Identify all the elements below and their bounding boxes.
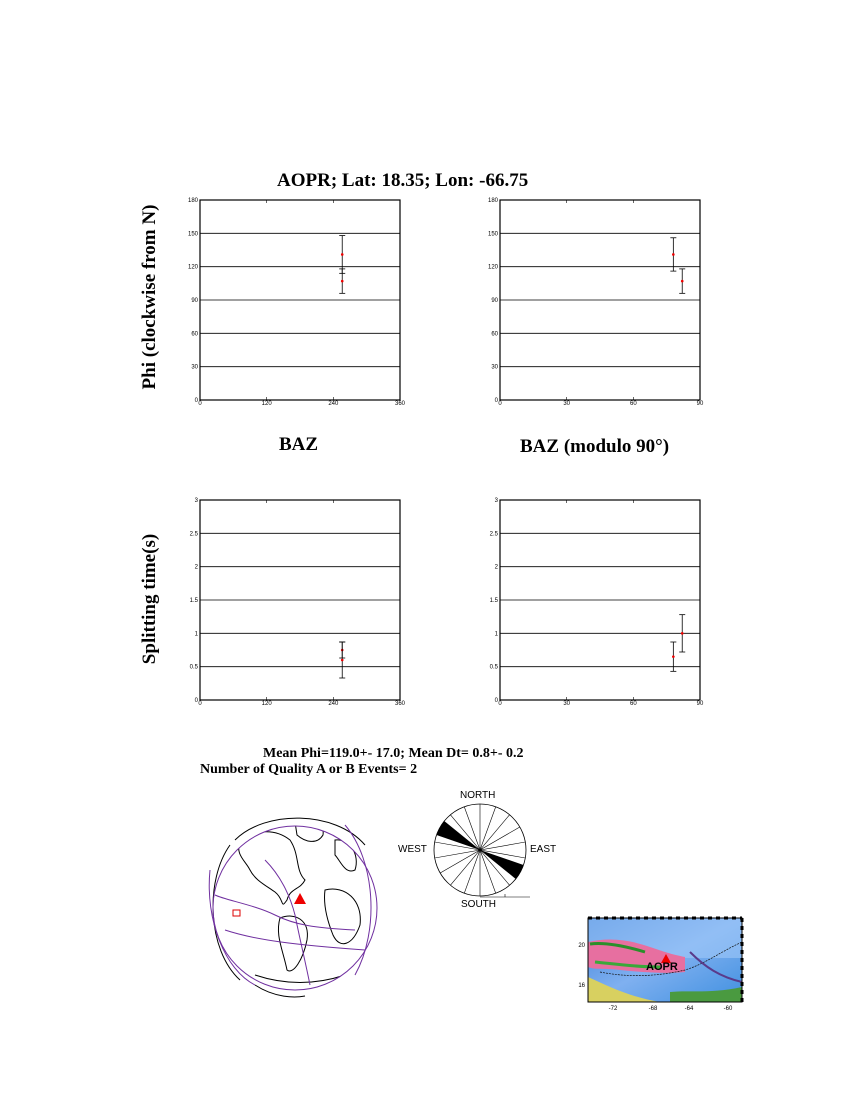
y-tick-label: 0 bbox=[494, 698, 498, 704]
globe-map bbox=[195, 800, 395, 1005]
data-point bbox=[681, 632, 684, 635]
y-tick-label: 60 bbox=[191, 331, 198, 338]
dt-baz-mod-chart bbox=[485, 492, 715, 707]
x-tick-label: 30 bbox=[563, 701, 571, 707]
y-tick-label: 3 bbox=[194, 498, 198, 504]
inset-station-label: AOPR bbox=[646, 961, 678, 973]
x-tick-label: 120 bbox=[261, 401, 272, 407]
x-tick-label: 240 bbox=[328, 701, 339, 707]
y-tick-label: 2 bbox=[494, 564, 498, 571]
rose-east-label: EAST bbox=[530, 844, 557, 855]
data-point bbox=[672, 253, 675, 256]
inset-ytick: 16 bbox=[578, 983, 585, 989]
dt-baz-chart bbox=[185, 492, 415, 707]
x-tick-label: 0 bbox=[198, 701, 202, 707]
phi-baz-chart bbox=[185, 192, 415, 407]
y-tick-label: 0 bbox=[194, 398, 198, 404]
x-tick-label: 90 bbox=[696, 401, 704, 407]
y-tick-label: 0 bbox=[194, 698, 198, 704]
y-tick-label: 2.5 bbox=[189, 531, 198, 538]
y-tick-label: 150 bbox=[487, 231, 498, 238]
inset-xtick: -68 bbox=[648, 1006, 658, 1012]
baz-mod-axis-label: BAZ (modulo 90°) bbox=[520, 436, 670, 457]
y-tick-label: 30 bbox=[191, 364, 198, 371]
phi-axis-label: Phi (clockwise from N) bbox=[139, 204, 160, 390]
y-tick-label: 180 bbox=[487, 198, 498, 204]
y-tick-label: 1.5 bbox=[189, 598, 198, 604]
data-point bbox=[341, 253, 344, 256]
rose-west-label: WEST bbox=[398, 844, 427, 855]
x-tick-label: 90 bbox=[696, 701, 704, 707]
x-tick-label: 60 bbox=[629, 401, 637, 407]
page-title: AOPR; Lat: 18.35; Lon: -66.75 bbox=[277, 170, 529, 191]
phi-baz-mod-chart bbox=[485, 192, 715, 407]
x-tick-label: 0 bbox=[498, 401, 502, 407]
dt-axis-label: Splitting time(s) bbox=[139, 533, 160, 665]
inset-map bbox=[570, 912, 750, 1012]
data-point bbox=[341, 280, 344, 283]
x-tick-label: 240 bbox=[328, 401, 339, 407]
y-tick-label: 0 bbox=[494, 398, 498, 404]
rose-south-label: SOUTH bbox=[461, 899, 496, 910]
x-tick-label: 60 bbox=[629, 701, 637, 707]
data-point bbox=[341, 659, 344, 662]
y-tick-label: 1.5 bbox=[489, 598, 498, 604]
y-tick-label: 1 bbox=[194, 631, 198, 638]
y-tick-label: 2 bbox=[194, 564, 198, 571]
y-tick-label: 2.5 bbox=[489, 531, 498, 538]
y-tick-label: 90 bbox=[191, 298, 198, 304]
x-tick-label: 0 bbox=[198, 401, 202, 407]
x-tick-label: 360 bbox=[394, 401, 406, 407]
y-tick-label: 0.5 bbox=[189, 664, 198, 671]
y-tick-label: 0.5 bbox=[489, 664, 498, 671]
rose-diagram bbox=[425, 795, 535, 910]
x-tick-label: 30 bbox=[563, 401, 571, 407]
data-point bbox=[672, 655, 675, 658]
y-tick-label: 3 bbox=[494, 498, 498, 504]
y-tick-label: 1 bbox=[494, 631, 498, 638]
mean-summary: Mean Phi=119.0+- 17.0; Mean Dt= 0.8+- 0.2 bbox=[263, 746, 524, 761]
y-tick-label: 150 bbox=[187, 231, 198, 238]
station-marker-icon bbox=[294, 893, 306, 904]
y-tick-label: 60 bbox=[491, 331, 498, 338]
inset-ytick: 20 bbox=[578, 943, 585, 949]
x-tick-label: 360 bbox=[394, 701, 406, 707]
data-point bbox=[681, 280, 684, 283]
y-tick-label: 120 bbox=[187, 264, 198, 271]
y-tick-label: 30 bbox=[491, 364, 498, 371]
baz-axis-label: BAZ bbox=[279, 434, 319, 455]
y-tick-label: 180 bbox=[187, 198, 198, 204]
rose-north-label: NORTH bbox=[460, 790, 496, 801]
inset-xtick: -72 bbox=[608, 1006, 618, 1012]
y-tick-label: 90 bbox=[491, 298, 498, 304]
x-tick-label: 120 bbox=[261, 701, 272, 707]
inset-xtick: -64 bbox=[684, 1006, 694, 1012]
inset-xtick: -60 bbox=[723, 1006, 733, 1012]
event-count: Number of Quality A or B Events= 2 bbox=[200, 762, 418, 777]
x-tick-label: 0 bbox=[498, 701, 502, 707]
y-tick-label: 120 bbox=[487, 264, 498, 271]
